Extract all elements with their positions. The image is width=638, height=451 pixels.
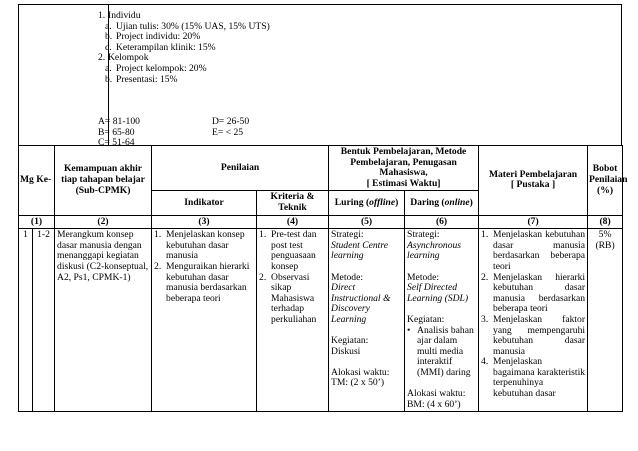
row-daring: Strategi: Asynchronous learning Metode: Self Directed Learning (SDL) Kegiatan: • Analisis bahan ajar dalam multi media interaktif (MMI) daring Alokasi waktu: BM: (4 x 60’) — [405, 229, 479, 412]
list-item: 1. Menjelaskan kebutuhan dasar manusia berdasarkan beberapa teori — [481, 229, 586, 272]
row-materi — [479, 229, 588, 412]
rps-table — [18, 145, 628, 412]
list-item: • Analisis bahan ajar dalam multi media interaktif (MMI) daring — [407, 324, 474, 378]
row-kriteria — [257, 229, 329, 412]
row-week: 1-2 — [33, 229, 55, 412]
grade-row: B= 65-80 E= < 25 — [98, 126, 244, 138]
column-number: (8) — [588, 215, 623, 229]
header-luring: Luring (offline) — [329, 191, 405, 215]
table-row — [19, 229, 623, 412]
assessment-item: b. Presentasi: 15% — [105, 73, 178, 85]
assessment-item: b. Project individu: 20% — [105, 31, 201, 43]
row-number: 1 — [19, 229, 33, 412]
row-kemampuan: Merangkum konsep dasar manusia dengan menanggapi kegiatan diskusi (C2-konseptual, A2, Ps1, CPMK-1) — [55, 229, 152, 412]
header-bobot: Bobot Penilaian (%) — [588, 146, 623, 216]
row-luring: Strategi: Student Centre learning Metode: Direct Instructional & Discovery Learning Kegiatan: Diskusi Alokasi waktu: TM: (2 x 50’) — [329, 229, 405, 412]
list-item: 1. Menjelaskan konsep kebutuhan dasar manusia — [154, 229, 245, 262]
grade-scale — [98, 117, 358, 149]
header-bentuk: Bentuk Pembelajaran, Metode Pembelajaran, Penugasan Mahasiswa, [ Estimasi Waktu] — [329, 146, 479, 191]
row-bobot: 5% (RB) — [588, 229, 623, 412]
column-number: (6) — [405, 215, 479, 229]
column-number: (3) — [152, 215, 257, 229]
assessment-item: c. Keterampilan klinik: 15% — [105, 41, 216, 53]
list-item: 2. Menjelaskan hierarki kebutuhan dasar manusia berdasarkan beberapa teori — [481, 271, 586, 315]
list-item: 2. Observasi sikap Mahasiswa terhadap perkuliahan — [259, 271, 317, 325]
assessment-item: a. Ujian tulis: 30% (15% UAS, 15% UTS) — [105, 20, 270, 32]
grade-row: C= 51-64 — [98, 137, 135, 149]
assessment-group-individu: 1. Individu — [98, 10, 141, 21]
assessment-left-column — [19, 5, 109, 146]
row-indikator — [152, 229, 257, 412]
assessment-group-kelompok: 2. Kelompok — [98, 52, 149, 64]
list-item: 2. Menguraikan hierarki kebutuhan dasar manusia berdasarkan beberapa teori — [154, 260, 250, 304]
header-mg: Mg Ke- — [19, 146, 55, 216]
header-kriteria: Kriteria & Teknik — [257, 191, 329, 215]
assessment-list — [98, 11, 358, 85]
column-number: (5) — [329, 215, 405, 229]
assessment-item: a. Project kelompok: 20% — [105, 62, 207, 74]
column-number: (7) — [479, 215, 588, 229]
column-number: (4) — [257, 215, 329, 229]
column-number: (1) — [19, 215, 55, 229]
column-number: (2) — [55, 215, 152, 229]
list-item: 1. Pre-test dan post test penguasaan konsep — [259, 229, 317, 272]
list-item: 4. Menjelaskan bagaimana karakteristik terpenuhinya kebutuhan dasar — [481, 356, 586, 400]
grade-row: A= 81-100 D= 26-50 — [98, 116, 250, 127]
header-materi: Materi Pembelajaran [ Pustaka ] — [479, 146, 588, 216]
header-indikator: Indikator — [152, 191, 257, 215]
header-daring: Daring (online) — [405, 191, 479, 215]
header-kemampuan: Kemampuan akhir tiap tahapan belajar (Sub-CPMK) — [55, 146, 152, 216]
list-item: 3. Menjelaskan faktor yang mempengaruhi kebutuhan dasar manusia — [481, 313, 586, 357]
header-penilaian: Penilaian — [152, 146, 329, 191]
